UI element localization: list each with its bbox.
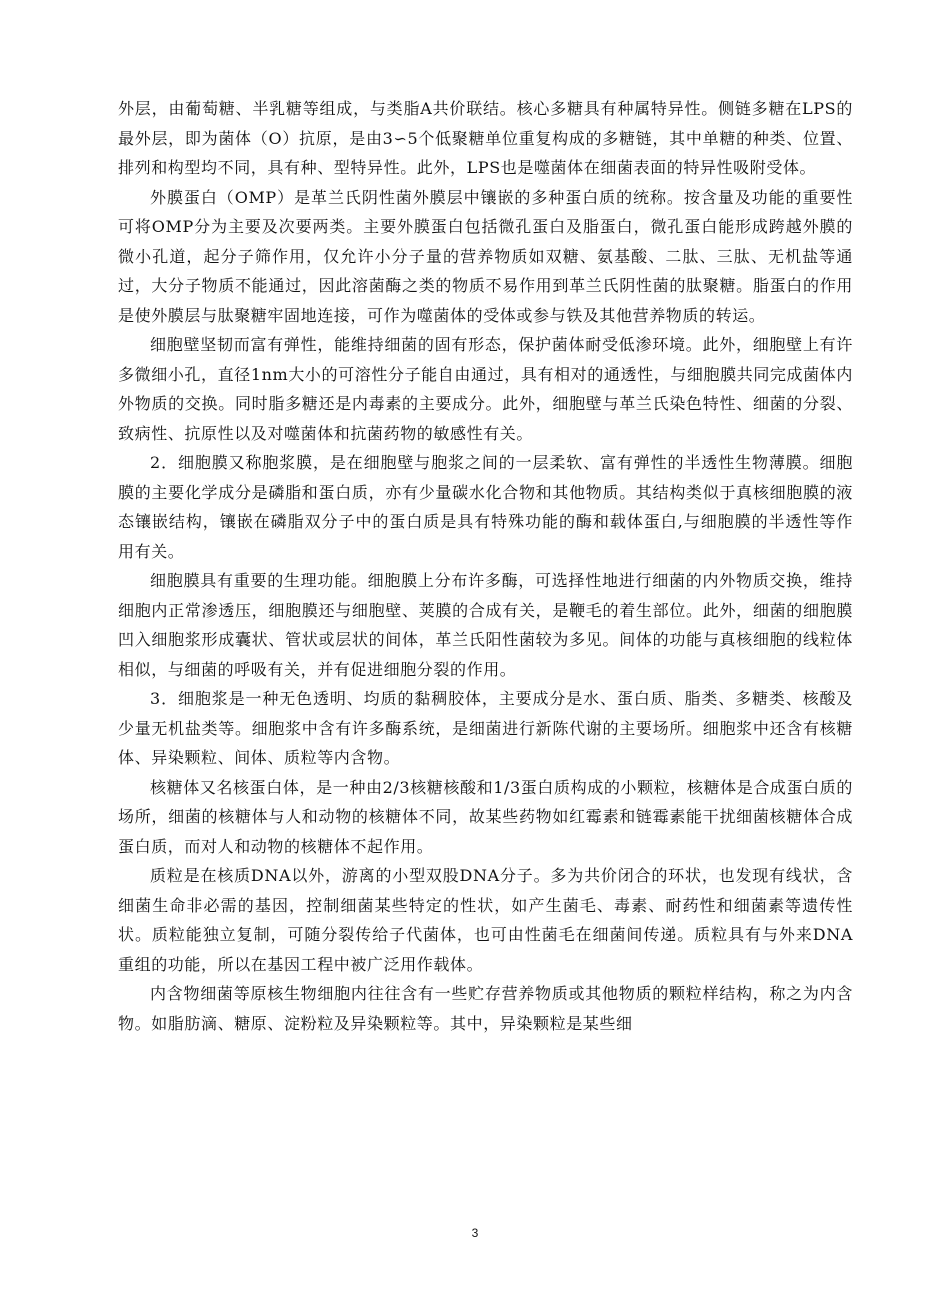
page-number: 3	[471, 1226, 479, 1240]
paragraph-cell-membrane: 2．细胞膜又称胞浆膜，是在细胞壁与胞浆之间的一层柔软、富有弹性的半透性生物薄膜。细胞膜的主要化学成分是磷脂和蛋白质，亦有少量碳水化合物和其他物质。其结构类似于真核细胞膜的液态镶嵌结构，镶嵌在磷脂双分子中的蛋白质是具有特殊功能的酶和载体蛋白,与细胞膜的半透性等作用有关。	[118, 453, 853, 561]
paragraph-plasmid: 质粒是在核质DNA以外，游离的小型双股DNA分子。多为共价闭合的环状，也发现有线状，含细菌生命非必需的基因，控制细菌某些特定的性状，如产生菌毛、毒素、耐药性和细菌素等遗传性状。质粒能独立复制，可随分裂传给子代菌体，也可由性菌毛在细菌间传递。质粒具有与外来DNA重组的功能，所以在基因工程中被广泛用作载体。	[118, 866, 853, 974]
paragraph-ribosome: 核糖体又名核蛋白体，是一种由2/3核糖核酸和1/3蛋白质构成的小颗粒，核糖体是合成蛋白质的场所，细菌的核糖体与人和动物的核糖体不同，故某些药物如红霉素和链霉素能干扰细菌核糖体合成蛋白质，而对人和动物的核糖体不起作用。	[118, 777, 853, 856]
document-body	[118, 94, 853, 1038]
paragraph-cell-membrane-function: 细胞膜具有重要的生理功能。细胞膜上分布许多酶，可选择性地进行细菌的内外物质交换，维持细胞内正常渗透压，细胞膜还与细胞壁、荚膜的合成有关，是鞭毛的着生部位。此外，细菌的细胞膜凹入细胞浆形成囊状、管状或层状的间体，革兰氏阳性菌较为多见。间体的功能与真核细胞的线粒体相似，与细菌的呼吸有关，并有促进细胞分裂的作用。	[118, 571, 853, 679]
paragraph-cytoplasm: 3．细胞浆是一种无色透明、均质的黏稠胶体，主要成分是水、蛋白质、脂类、多糖类、核酸及少量无机盐类等。细胞浆中含有许多酶系统，是细菌进行新陈代谢的主要场所。细胞浆中还含有核糖体、异染颗粒、间体、质粒等内含物。	[118, 689, 853, 767]
paragraph-inclusion-bodies: 内含物细菌等原核生物细胞内往往含有一些贮存营养物质或其他物质的颗粒样结构，称之为内含物。如脂肪滴、糖原、淀粉粒及异染颗粒等。其中，异染颗粒是某些细	[118, 984, 853, 1033]
paragraph-lps-structure: 外层，由葡萄糖、半乳糖等组成，与类脂A共价联结。核心多糖具有种属特异性。侧链多糖在LPS的最外层，即为菌体（O）抗原，是由3∽5个低聚糖单位重复构成的多糖链，其中单糖的种类、位置、排列和构型均不同，具有种、型特异性。此外，LPS也是噬菌体在细菌表面的特异性吸附受体。	[118, 99, 853, 177]
paragraph-outer-membrane-protein: 外膜蛋白（OMP）是革兰氏阴性菌外膜层中镶嵌的多种蛋白质的统称。按含量及功能的重要性可将OMP分为主要及次要两类。主要外膜蛋白包括微孔蛋白及脂蛋白，微孔蛋白能形成跨越外膜的微小孔道，起分子筛作用，仅允许小分子量的营养物质如双糖、氨基酸、二肽、三肽、无机盐等通过，大分子物质不能通过，因此溶菌酶之类的物质不易作用到革兰氏阴性菌的肽聚糖。脂蛋白的作用是使外膜层与肽聚糖牢固地连接，可作为噬菌体的受体或参与铁及其他营养物质的转运。	[118, 187, 853, 325]
paragraph-cell-wall-function: 细胞壁坚韧而富有弹性，能维持细菌的固有形态，保护菌体耐受低渗环境。此外，细胞壁上有许多微细小孔，直径1nm大小的可溶性分子能自由通过，具有相对的通透性，与细胞膜共同完成菌体内外物质的交换。同时脂多糖还是内毒素的主要成分。此外，细胞壁与革兰氏染色特性、细菌的分裂、致病性、抗原性以及对噬菌体和抗菌药物的敏感性有关。	[118, 335, 853, 443]
